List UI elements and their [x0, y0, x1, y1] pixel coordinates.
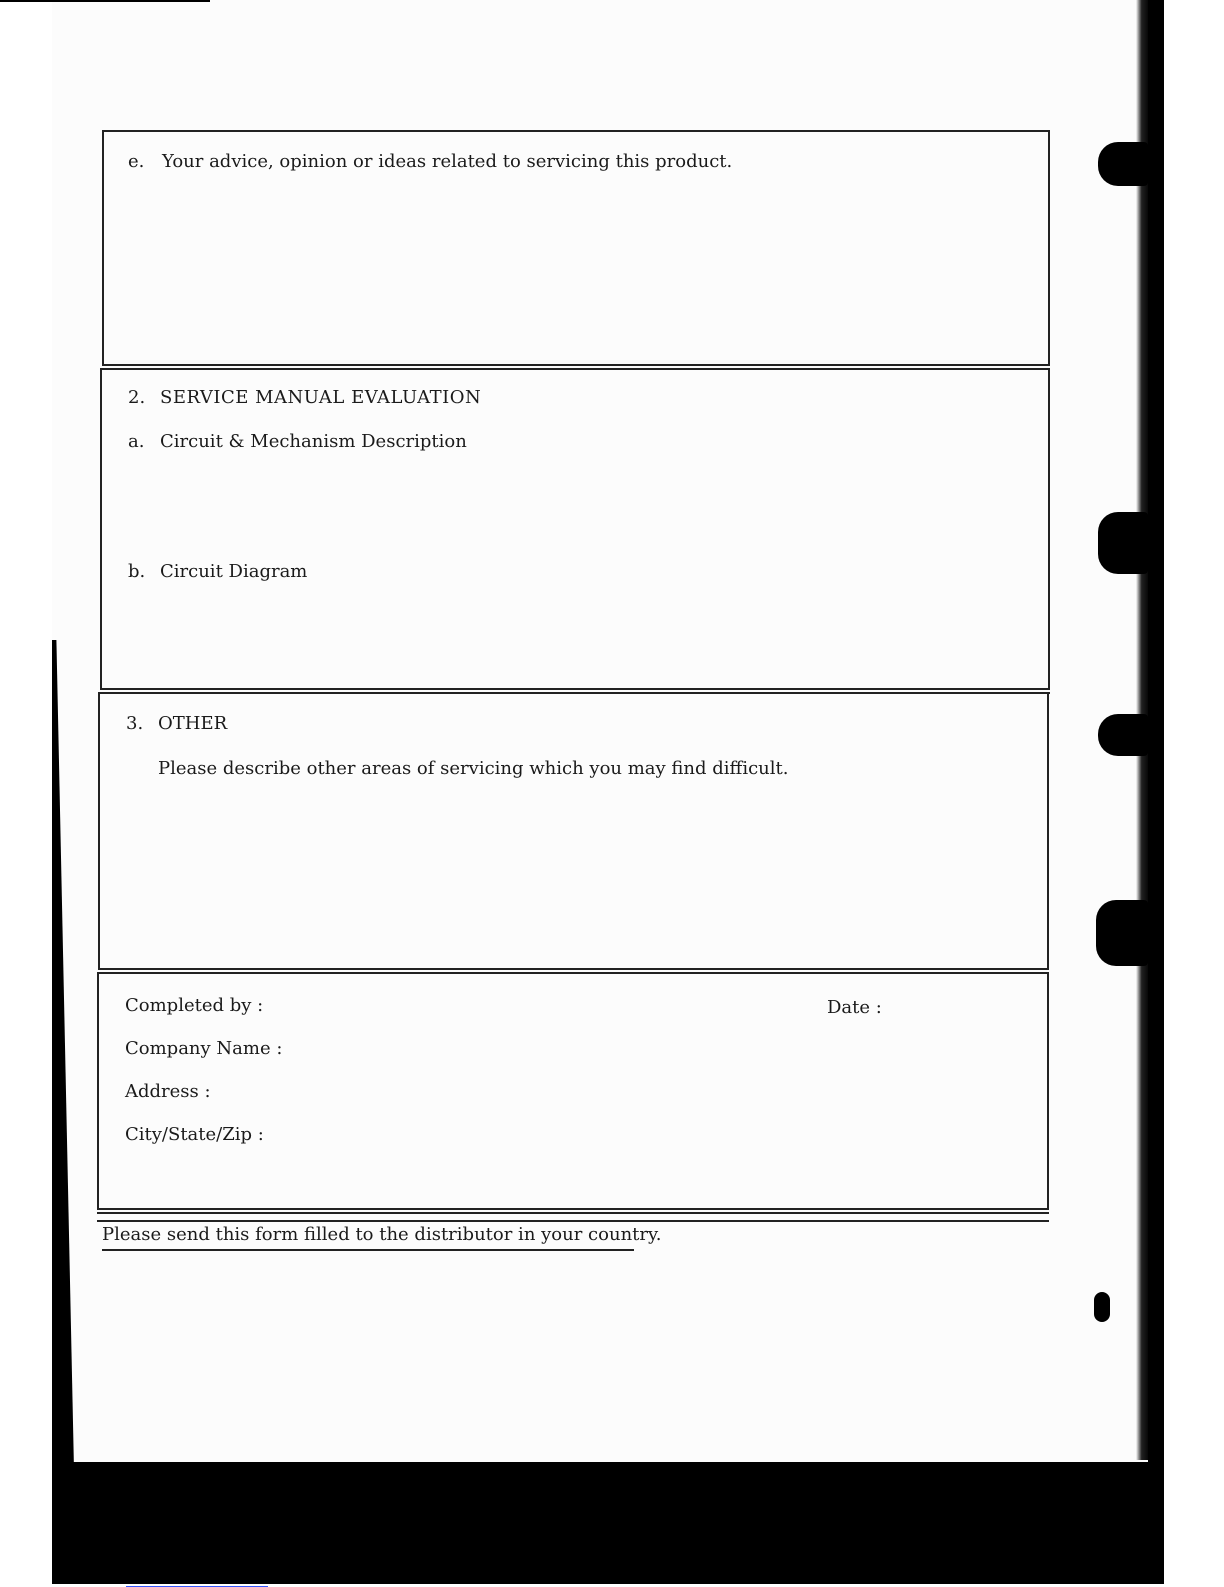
scan-border-bottom	[52, 1462, 1164, 1584]
scan-border-right	[1148, 0, 1164, 1584]
section-2-number: 2.	[128, 387, 146, 408]
city-state-zip-label: City/State/Zip :	[125, 1124, 264, 1145]
binder-hole-icon	[1094, 1292, 1110, 1322]
company-name-label: Company Name :	[125, 1038, 283, 1059]
section-2a-marker: a.	[128, 431, 145, 452]
address-label: Address :	[125, 1081, 211, 1102]
binder-hole-icon	[1098, 512, 1148, 574]
contact-bottom-border	[97, 1208, 1049, 1214]
section-e-marker: e.	[128, 151, 145, 172]
section-3-number: 3.	[126, 713, 144, 734]
completed-by-label: Completed by :	[125, 995, 264, 1016]
footer-note: Please send this form filled to the distributor in your country.	[102, 1224, 634, 1251]
binder-hole-icon	[1098, 714, 1148, 756]
section-2b-label: Circuit Diagram	[160, 561, 308, 582]
binder-hole-icon	[1096, 900, 1148, 966]
section-2-box	[100, 368, 1050, 690]
section-3-prompt: Please describe other areas of servicing which you may find difficult.	[158, 758, 789, 779]
scan-margin-left	[0, 0, 52, 1584]
section-3-box	[98, 692, 1049, 970]
section-2b-marker: b.	[128, 561, 146, 582]
form-bottom-rule	[97, 1220, 1049, 1222]
binder-hole-icon	[1098, 142, 1148, 186]
section-2-title: SERVICE MANUAL EVALUATION	[160, 387, 482, 408]
scan-margin-right	[1164, 0, 1224, 1584]
section-e-text: Your advice, opinion or ideas related to servicing this product.	[162, 151, 733, 172]
section-2a-label: Circuit & Mechanism Description	[160, 431, 467, 452]
section-3-title: OTHER	[158, 713, 228, 734]
scan-top-rule	[0, 0, 210, 2]
date-label: Date :	[827, 997, 882, 1018]
